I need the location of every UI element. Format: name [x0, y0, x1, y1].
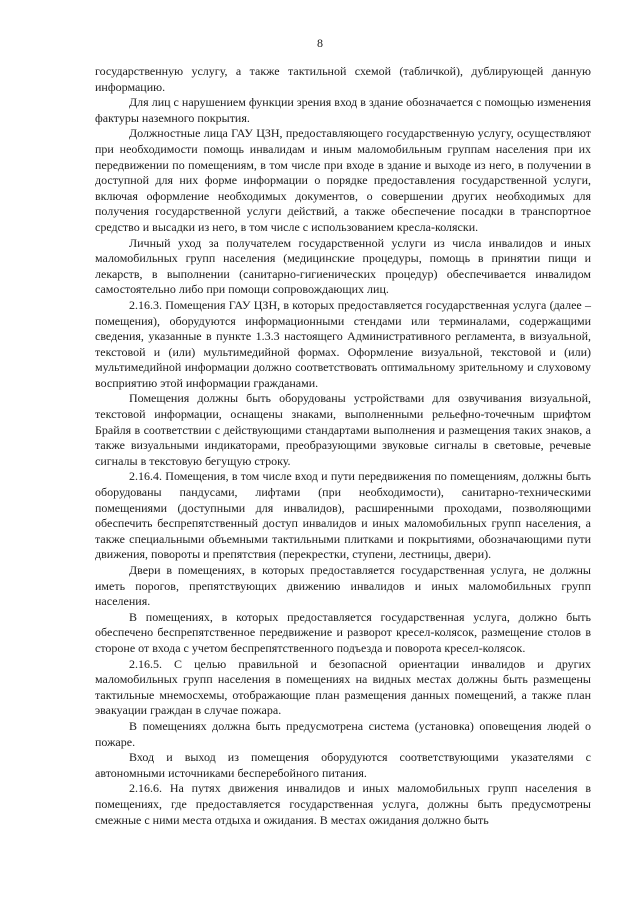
paragraph: Для лиц с нарушением функции зрения вход в здание обозначается с помощью изменения фактуры наземного покрытия.: [95, 95, 591, 125]
paragraph: Должностные лица ГАУ ЦЗН, предоставляющего государственную услугу, осуществляют при необходимости помощь инвалидам и иным маломобильным группам населения при их передвижении по помещениям, в том числе при входе в здание и выходе из него, в получении в доступной для них форме информации о порядке предоставления государственной услуги, включая оформление необходимых документов, о совершении других необходимых для получения государственной услуги действий, а также обеспечение посадки в транспортное средство и высадки из него, в том числе с использованием кресла-коляски.: [95, 126, 591, 234]
paragraph: Личный уход за получателем государственной услуги из числа инвалидов и иных маломобильных групп населения (медицинские процедуры, помощь в принятии пищи и лекарств, в выполнении (санитарно-гигиенических процедур) обеспечивается инвалидом самостоятельно либо при помощи сопровождающих лиц.: [95, 235, 591, 297]
paragraph: государственную услугу, а также тактильной схемой (табличкой), дублирующей данную информацию.: [95, 64, 591, 94]
page-number: 8: [317, 36, 323, 50]
paragraph: В помещениях должна быть предусмотрена система (установка) оповещения людей о пожаре.: [95, 718, 591, 749]
paragraph: Помещения должны быть оборудованы устройствами для озвучивания визуальной, текстовой информации, оснащены знаками, выполненными рельефно-точечным шрифтом Брайля в соответствии с действующими стандартами выполнения и размещения таких знаков, а также визуальными индикаторами, преобразующими звуковые сигналы в световые, речевые сигналы в текстовую бегущую строку.: [95, 391, 591, 468]
paragraph: В помещениях, в которых предоставляется государственная услуга, должно быть обеспечено беспрепятственное передвижение и разворот кресел-колясок, размещение столов в стороне от входа с учетом беспрепятственного подъезда и поворота кресел-колясок.: [95, 609, 591, 655]
paragraph: Двери в помещениях, в которых предоставляется государственная услуга, не должны иметь порогов, препятствующих движению инвалидов и иных маломобильных групп населения.: [95, 563, 591, 609]
paragraph: 2.16.6. На путях движения инвалидов и иных маломобильных групп населения в помещениях, где предоставляется государственная услуга, должны быть предусмотрены смежные с ними места отдыха и ожидания. В местах ожидания должно быть: [95, 781, 591, 827]
paragraph: Вход и выход из помещения оборудуются соответствующими указателями с автономными источниками бесперебойного питания.: [95, 750, 591, 780]
paragraph: 2.16.3. Помещения ГАУ ЦЗН, в которых предоставляется государственная услуга (далее – помещения), оборудуются информационными стендами или терминалами, содержащими сведения, указанные в пункте 1.3.3 настоящего Административного регламента, в визуальной, текстовой и (или) мультимедийной формах. Оформление визуальной, текстовой и (или) мультимедийной информации должно соответствовать оптимальному зрительному и слуховому восприятию этой информации гражданами.: [95, 297, 591, 390]
paragraph: 2.16.4. Помещения, в том числе вход и пути передвижения по помещениям, должны быть оборудованы пандусами, лифтами (при необходимости), санитарно-техническими помещениями (доступными для инвалидов), расширенными проходами, позволяющими обеспечить беспрепятственный доступ инвалидов и иных маломобильных групп населения, а также специальными объемными тактильными плитками и покрытиями, обозначающими пути движения, повороты и препятствия (перекрестки, ступени, лестницы, двери).: [95, 469, 591, 562]
paragraph: 2.16.5. С целью правильной и безопасной ориентации инвалидов и других маломобильных групп населения в помещениях на видных местах должны быть размещены тактильные мнемосхемы, отображающие план размещения данных помещений, а также план эвакуации граждан в случае пожара.: [95, 656, 591, 718]
document-body: [95, 64, 591, 828]
